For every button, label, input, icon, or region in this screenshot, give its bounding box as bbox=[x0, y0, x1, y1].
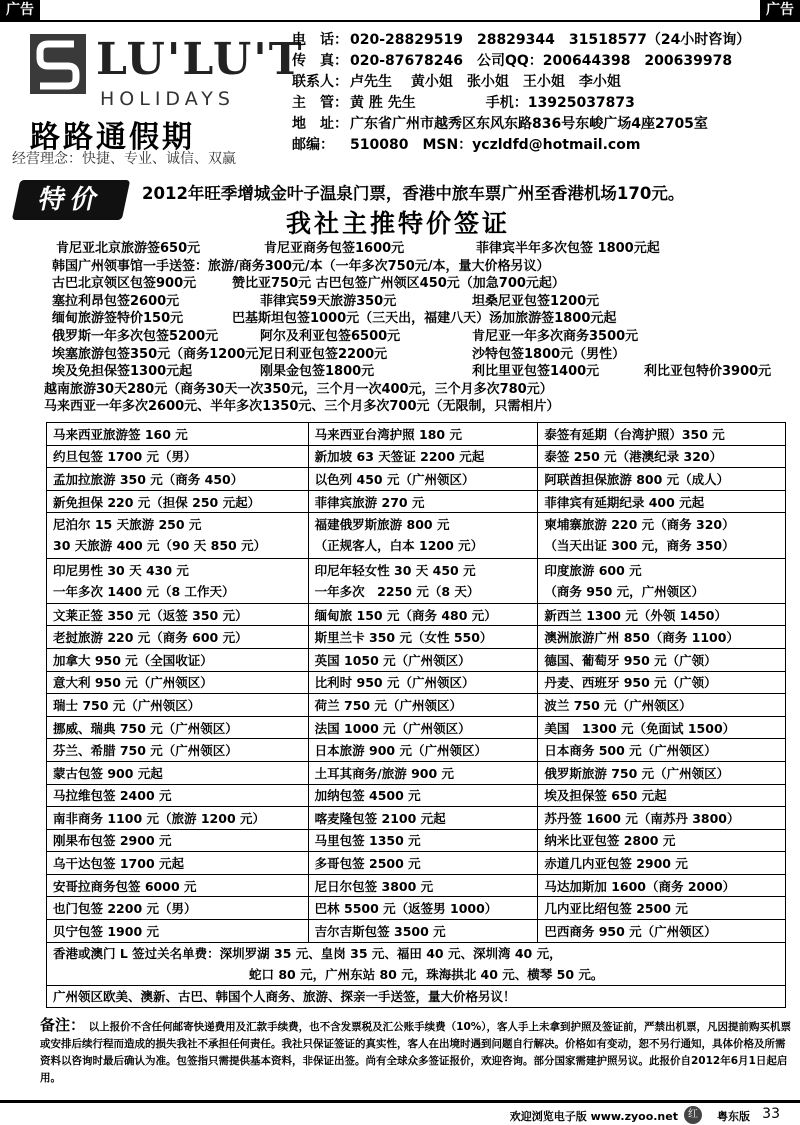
contact-key: 地 址： bbox=[292, 116, 348, 132]
visa-price-table bbox=[46, 422, 786, 1008]
table-cell: 以色列 450 元（广州领区） bbox=[308, 468, 538, 491]
visa-list-item: 古巴北京领区包签900元 bbox=[52, 276, 197, 292]
table-cell: 英国 1050 元（广州领区） bbox=[308, 648, 538, 671]
table-cell: 孟加拉旅游 350 元（商务 450） bbox=[47, 468, 309, 491]
table-cell: 马来西亚台湾护照 180 元 bbox=[308, 423, 538, 446]
table-cell: 澳洲旅游广州 850（商务 1100） bbox=[538, 626, 786, 649]
table-cell: 也门包签 2200 元（男） bbox=[47, 897, 309, 920]
table-cell: 喀麦隆包签 2100 元起 bbox=[308, 807, 538, 830]
remarks-label: 备注： bbox=[40, 1016, 86, 1034]
table-cell: 波兰 750 元（广州领区） bbox=[538, 694, 786, 717]
contact-value: 510080 MSN：yczldfd@hotmail.com bbox=[350, 137, 641, 153]
visa-list-item: 巴基斯坦包签1000元（三天出，福建八天）汤加旅游签1800元起 bbox=[232, 311, 617, 327]
table-row bbox=[47, 558, 786, 603]
table-row bbox=[47, 920, 786, 943]
contact-key: 传 真： bbox=[292, 53, 348, 69]
special-offer bbox=[0, 176, 800, 236]
contact-value: 020-87678246 公司QQ：200644398 200639978 bbox=[350, 53, 733, 69]
table-cell: 菲律宾有延期纪录 400 元起 bbox=[538, 490, 786, 513]
contact-row bbox=[292, 114, 792, 135]
footer-badge: 红 bbox=[684, 1106, 702, 1124]
contact-key: 电 话： bbox=[292, 32, 348, 48]
table-cell: 尼泊尔 15 天旅游 250 元 30 天旅游 400 元（90 天 850 元） bbox=[47, 513, 309, 558]
table-cell: 乌干达包签 1700 元起 bbox=[47, 852, 309, 875]
remarks bbox=[40, 1017, 792, 1087]
visa-list-line bbox=[52, 275, 792, 293]
company-motto: 经营理念：快捷、专业、诚信、双赢 bbox=[12, 151, 236, 167]
table-row bbox=[47, 513, 786, 558]
table-cell: 巴林 5500 元（返签男 1000） bbox=[308, 897, 538, 920]
visa-list-item: 肯尼亚商务包签1600元 bbox=[264, 241, 405, 256]
visa-list-line bbox=[52, 310, 792, 328]
visa-list-item: 菲律宾59天旅游350元 bbox=[260, 293, 397, 309]
table-cell: 加纳包签 4500 元 bbox=[308, 784, 538, 807]
visa-list-line bbox=[52, 363, 792, 381]
table-cell: 比利时 950 元（广州领区） bbox=[308, 671, 538, 694]
table-cell: 日本商务 500 元（广州领区） bbox=[538, 739, 786, 762]
contact-key: 主 管： bbox=[292, 95, 348, 111]
table-cell: 泰签有延期（台湾护照）350 元 bbox=[538, 423, 786, 446]
special-badge: 特价 bbox=[12, 180, 131, 220]
table-row bbox=[47, 716, 786, 739]
visa-list-line bbox=[44, 398, 784, 416]
table-cell: 印度旅游 600 元 （商务 950 元，广州领区） bbox=[538, 558, 786, 603]
table-cell: 芬兰、希腊 750 元（广州领区） bbox=[47, 739, 309, 762]
table-note-line: 广州领区欧美、澳新、古巴、韩国个人商务、旅游、探亲一手送签，量大价格另议！ bbox=[53, 988, 516, 1004]
table-row bbox=[47, 445, 786, 468]
table-cell: 马里包签 1350 元 bbox=[308, 829, 538, 852]
contact-value: 020-28829519 28829344 31518577（24小时咨询） bbox=[350, 32, 751, 48]
table-row bbox=[47, 468, 786, 491]
table-cell: 日本旅游 900 元（广州领区） bbox=[308, 739, 538, 762]
table-cell: 刚果布包签 2900 元 bbox=[47, 829, 309, 852]
table-cell: 印尼男性 30 天 430 元 一年多次 1400 元（8 工作天） bbox=[47, 558, 309, 603]
contact-key: 邮编： bbox=[292, 137, 334, 153]
table-cell: 土耳其商务/旅游 900 元 bbox=[308, 761, 538, 784]
table-row bbox=[47, 897, 786, 920]
visa-list-item: 尼日利亚包签2200元 bbox=[260, 346, 388, 362]
table-cell: 吉尔吉斯包签 3500 元 bbox=[308, 920, 538, 943]
contact-value: 卢先生 黄小姐 张小姐 王小姐 李小姐 bbox=[350, 74, 621, 90]
table-row bbox=[47, 490, 786, 513]
table-row bbox=[47, 739, 786, 762]
visa-list-item: 肯尼亚北京旅游签650元 bbox=[56, 241, 201, 256]
table-row bbox=[47, 761, 786, 784]
table-row bbox=[47, 784, 786, 807]
table-cell: 约旦包签 1700 元（男） bbox=[47, 445, 309, 468]
contact-value: 广东省广州市越秀区东风东路836号东峻广场4座2705室 bbox=[350, 116, 708, 132]
visa-list-line bbox=[52, 293, 792, 311]
table-row bbox=[47, 985, 786, 1008]
contact-row bbox=[292, 51, 792, 72]
table-cell: 丹麦、西班牙 950 元（广领） bbox=[538, 671, 786, 694]
table-cell: 瑞士 750 元（广州领区） bbox=[47, 694, 309, 717]
section-title: 我社主推特价签证 bbox=[286, 209, 511, 238]
table-cell: 安哥拉商务包签 6000 元 bbox=[47, 874, 309, 897]
logo-chinese-name: 路路通假期 bbox=[30, 120, 195, 155]
contact-key: 联系人： bbox=[292, 74, 348, 90]
contact-row bbox=[292, 93, 792, 114]
table-cell: 加拿大 950 元（全国收证） bbox=[47, 648, 309, 671]
s-logo-mark-icon bbox=[30, 34, 86, 94]
visa-list-item: 埃及免担保签1300元起 bbox=[52, 364, 193, 380]
table-row bbox=[47, 423, 786, 446]
visa-list-line bbox=[56, 240, 796, 258]
page-footer bbox=[0, 1100, 800, 1125]
table-cell: 新加坡 63 天签证 2200 元起 bbox=[308, 445, 538, 468]
page-number: 33 bbox=[762, 1106, 780, 1122]
special-offer-text: 2012年旺季增城金叶子温泉门票，香港中旅车票广州至香港机场170元。 bbox=[142, 184, 685, 203]
table-cell: 马拉维包签 2400 元 bbox=[47, 784, 309, 807]
table-row bbox=[47, 829, 786, 852]
visa-list-item: 缅甸旅游签特价150元 bbox=[52, 311, 184, 327]
table-row bbox=[47, 694, 786, 717]
visa-list-item: 肯尼亚一年多次商务3500元 bbox=[472, 328, 639, 344]
table-cell: 纳米比亚包签 2800 元 bbox=[538, 829, 786, 852]
table-row bbox=[47, 874, 786, 897]
table-cell: 苏丹签 1600 元（南苏丹 3800） bbox=[538, 807, 786, 830]
table-cell: 多哥包签 2500 元 bbox=[308, 852, 538, 875]
visa-list-item: 利比亚包特价3900元 bbox=[644, 364, 772, 380]
table-row bbox=[47, 603, 786, 626]
table-cell: 南非商务 1100 元（旅游 1200 元） bbox=[47, 807, 309, 830]
visa-list-item: 马来西亚一年多次2600元、半年多次1350元、三个月多次700元（无限制，只需相片） bbox=[44, 399, 560, 415]
visa-list-item: 韩国广州领事馆一手送签：旅游/商务300元/本（一年多次750元/本，量大价格另议） bbox=[52, 258, 550, 274]
table-wide-cell bbox=[47, 942, 786, 985]
table-cell: 泰签 250 元（港澳纪录 320） bbox=[538, 445, 786, 468]
visa-list-item: 坦桑尼亚包签1200元 bbox=[472, 293, 600, 309]
table-cell: 尼日尔包签 3800 元 bbox=[308, 874, 538, 897]
table-cell: 埃及担保签 650 元起 bbox=[538, 784, 786, 807]
visa-list-item: 俄罗斯一年多次包签5200元 bbox=[52, 328, 219, 344]
ad-label-right: 广告 bbox=[760, 0, 800, 20]
footer-website: 欢迎浏览电子版 www.zyoo.net bbox=[509, 1110, 678, 1123]
table-row bbox=[47, 852, 786, 875]
company-logo bbox=[8, 28, 304, 170]
table-wide-cell bbox=[47, 985, 786, 1008]
table-cell: 荷兰 750 元（广州领区） bbox=[308, 694, 538, 717]
visa-list-line bbox=[52, 328, 792, 346]
table-cell: 贝宁包签 1900 元 bbox=[47, 920, 309, 943]
table-row bbox=[47, 671, 786, 694]
table-cell: 几内亚比绍包签 2500 元 bbox=[538, 897, 786, 920]
table-note-line: 香港或澳门 L 签过关名单费：深圳罗湖 35 元、皇岗 35 元、福田 40 元、深圳湾 40 元， bbox=[53, 945, 562, 961]
ad-label-left: 广告 bbox=[0, 0, 40, 20]
table-row bbox=[47, 648, 786, 671]
visa-list-line bbox=[52, 346, 792, 364]
visa-list-item: 埃塞旅游包签350元（商务1200元） bbox=[52, 346, 272, 362]
contact-row bbox=[292, 30, 792, 51]
visa-price-list bbox=[44, 240, 792, 416]
table-cell: 意大利 950 元（广州领区） bbox=[47, 671, 309, 694]
footer-edition: 粤东版 bbox=[717, 1110, 750, 1123]
table-row bbox=[47, 626, 786, 649]
visa-list-item: 越南旅游30天280元（商务30天一次350元，三个月一次400元，三个月多次780元） bbox=[44, 381, 553, 397]
table-cell: 挪威、瑞典 750 元（广州领区） bbox=[47, 716, 309, 739]
visa-list-item: 利比里亚包签1400元 bbox=[472, 364, 600, 380]
table-cell: 缅甸旅 150 元（商务 480 元） bbox=[308, 603, 538, 626]
visa-list-item: 菲律宾半年多次包签 1800元起 bbox=[476, 241, 660, 256]
remarks-text: 以上报价不含任何邮寄快递费用及汇款手续费，也不含发票税及汇公账手续费（10%），客人手上未拿到护照及签证前，严禁出机票，凡因提前购买机票或安排后续行程而造成的损失我社不承担任何责任。我社只保证签证的真实性，客人在出境时遇到问题自行解决。价格如有变动，恕不另行通知，具体价格及所需资料以咨询时最后确认为准。包签指只需提供基本资料，非保证出签。尚有全球众多签证报价，欢迎咨询。部分国家需建护照另议。此报价自2012年6月1日起启用。 bbox=[40, 1021, 792, 1084]
table-cell: 老挝旅游 220 元（商务 600 元） bbox=[47, 626, 309, 649]
visa-list-item: 阿尔及利亚包签6500元 bbox=[260, 328, 401, 344]
table-row bbox=[47, 942, 786, 985]
table-cell: 新西兰 1300 元（外领 1450） bbox=[538, 603, 786, 626]
table-cell: 德国、葡萄牙 950 元（广领） bbox=[538, 648, 786, 671]
visa-list-item: 塞拉利昂包签2600元 bbox=[52, 293, 180, 309]
contact-row bbox=[292, 135, 792, 156]
table-cell: 菲律宾旅游 270 元 bbox=[308, 490, 538, 513]
visa-list-line bbox=[52, 258, 792, 276]
contact-value: 黄 胜 先生 手机：13925037873 bbox=[350, 95, 635, 111]
logo-name: LU'LU'T bbox=[96, 34, 304, 85]
table-cell: 阿联酋担保旅游 800 元（成人） bbox=[538, 468, 786, 491]
table-cell: 文莱正签 350 元（返签 350 元） bbox=[47, 603, 309, 626]
table-note-line: 蛇口 80 元，广州东站 80 元，珠海拱北 40 元、横琴 50 元。 bbox=[249, 966, 604, 982]
table-cell: 福建俄罗斯旅游 800 元 （正规客人，白本 1200 元） bbox=[308, 513, 538, 558]
table-cell: 巴西商务 950 元（广州领区） bbox=[538, 920, 786, 943]
table-cell: 马来西亚旅游签 160 元 bbox=[47, 423, 309, 446]
table-cell: 新免担保 220 元（担保 250 元起） bbox=[47, 490, 309, 513]
visa-list-line bbox=[44, 381, 784, 399]
logo-subtitle: HOLIDAYS bbox=[100, 88, 235, 110]
table-row bbox=[47, 807, 786, 830]
table-cell: 美国 1300 元（免面试 1500） bbox=[538, 716, 786, 739]
visa-list-item: 赞比亚750元 古巴包签广州领区450元（加急700元起） bbox=[232, 276, 565, 292]
table-cell: 法国 1000 元（广州领区） bbox=[308, 716, 538, 739]
table-cell: 斯里兰卡 350 元（女性 550） bbox=[308, 626, 538, 649]
visa-list-item: 刚果金包签1800元 bbox=[260, 364, 375, 380]
table-cell: 马达加斯加 1600（商务 2000） bbox=[538, 874, 786, 897]
visa-list-item: 沙特包签1800元（男性） bbox=[472, 346, 626, 362]
contact-info bbox=[292, 30, 792, 156]
table-cell: 柬埔寨旅游 220 元（商务 320） （当天出证 300 元，商务 350） bbox=[538, 513, 786, 558]
contact-row bbox=[292, 72, 792, 93]
table-cell: 蒙古包签 900 元起 bbox=[47, 761, 309, 784]
table-cell: 赤道几内亚包签 2900 元 bbox=[538, 852, 786, 875]
table-cell: 俄罗斯旅游 750 元（广州领区） bbox=[538, 761, 786, 784]
table-cell: 印尼年轻女性 30 天 450 元 一年多次 2250 元（8 天） bbox=[308, 558, 538, 603]
top-divider bbox=[0, 20, 800, 22]
